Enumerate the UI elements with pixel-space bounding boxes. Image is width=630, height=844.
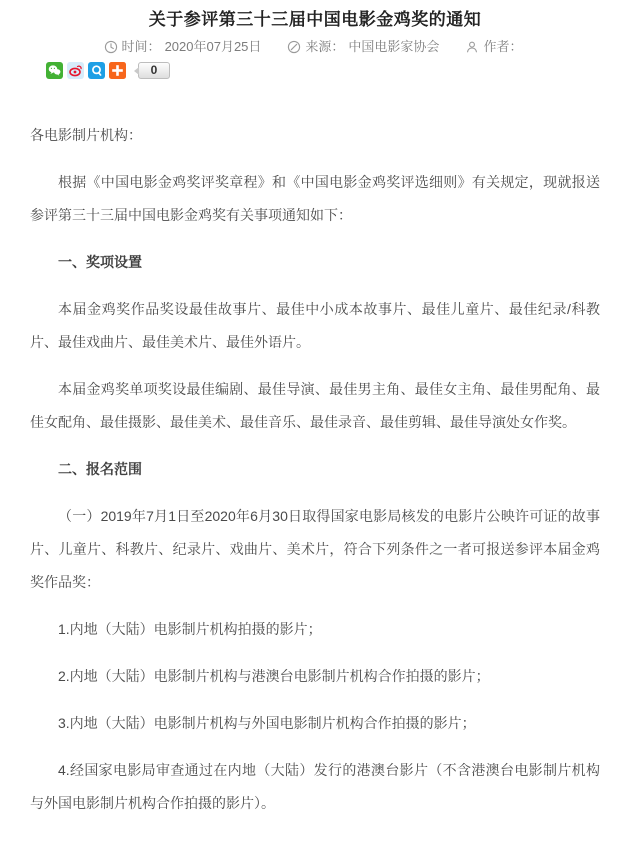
- meta-source: [287, 39, 439, 55]
- author-label: 作者：: [483, 39, 523, 54]
- qq-share-icon[interactable]: [88, 62, 105, 79]
- intro-paragraph: 根据《中国电影金鸡奖评奖章程》和《中国电影金鸡奖评选细则》有关规定，现就报送参评第三十三届中国电影金鸡奖有关事项通知如下：: [30, 174, 600, 223]
- salutation-paragraph: 各电影制片机构：: [30, 127, 142, 143]
- time-value: 2020年07月25日: [164, 39, 262, 54]
- section1-heading: 一、奖项设置: [58, 254, 142, 270]
- meta-time: [104, 39, 262, 55]
- section2-paragraph-1: （一）2019年7月1日至2020年6月30日取得国家电影局核发的电影片公映许可证的故事片、儿童片、科教片、纪录片、戏曲片、美术片，符合下列条件之一者可报送参评本届金鸡奖作品奖：: [30, 508, 600, 590]
- wechat-share-icon[interactable]: [46, 62, 63, 79]
- share-count-value: 0: [150, 62, 158, 77]
- section2-item-1: 1.内地（大陆）电影制片机构拍摄的影片；: [58, 621, 322, 637]
- meta-author: [465, 39, 526, 55]
- share-count-notch: [134, 67, 139, 75]
- compass-icon: [287, 40, 301, 54]
- source-label: 来源：: [305, 39, 345, 54]
- clock-icon: [104, 40, 118, 54]
- section2-item-2: 2.内地（大陆）电影制片机构与港澳台电影制片机构合作拍摄的影片；: [58, 668, 490, 684]
- page-title: 关于参评第三十三届中国电影金鸡奖的通知: [148, 10, 482, 29]
- time-label: 时间：: [121, 39, 161, 54]
- article-meta: [30, 39, 600, 55]
- section2-item-3: 3.内地（大陆）电影制片机构与外国电影制片机构合作拍摄的影片；: [58, 715, 476, 731]
- share-count[interactable]: [138, 62, 170, 79]
- article-body: [30, 119, 600, 820]
- section1-paragraph-1: 本届金鸡奖作品奖设最佳故事片、最佳中小成本故事片、最佳儿童片、最佳纪录/科教片、最佳戏曲片、最佳美术片、最佳外语片。: [30, 301, 600, 350]
- section2-item-4: 4.经国家电影局审查通过在内地（大陆）发行的港澳台影片（不含港澳台电影制片机构与外国电影制片机构合作拍摄的影片）。: [30, 762, 600, 811]
- weibo-share-icon[interactable]: [67, 62, 84, 79]
- section2-heading: 二、报名范围: [58, 461, 142, 477]
- share-bar: [46, 61, 600, 79]
- source-value: 中国电影家协会: [348, 39, 440, 54]
- person-icon: [465, 40, 479, 54]
- more-share-icon[interactable]: [109, 62, 126, 79]
- section1-paragraph-2: 本届金鸡奖单项奖设最佳编剧、最佳导演、最佳男主角、最佳女主角、最佳男配角、最佳女配角、最佳摄影、最佳美术、最佳音乐、最佳录音、最佳剪辑、最佳导演处女作奖。: [30, 381, 600, 430]
